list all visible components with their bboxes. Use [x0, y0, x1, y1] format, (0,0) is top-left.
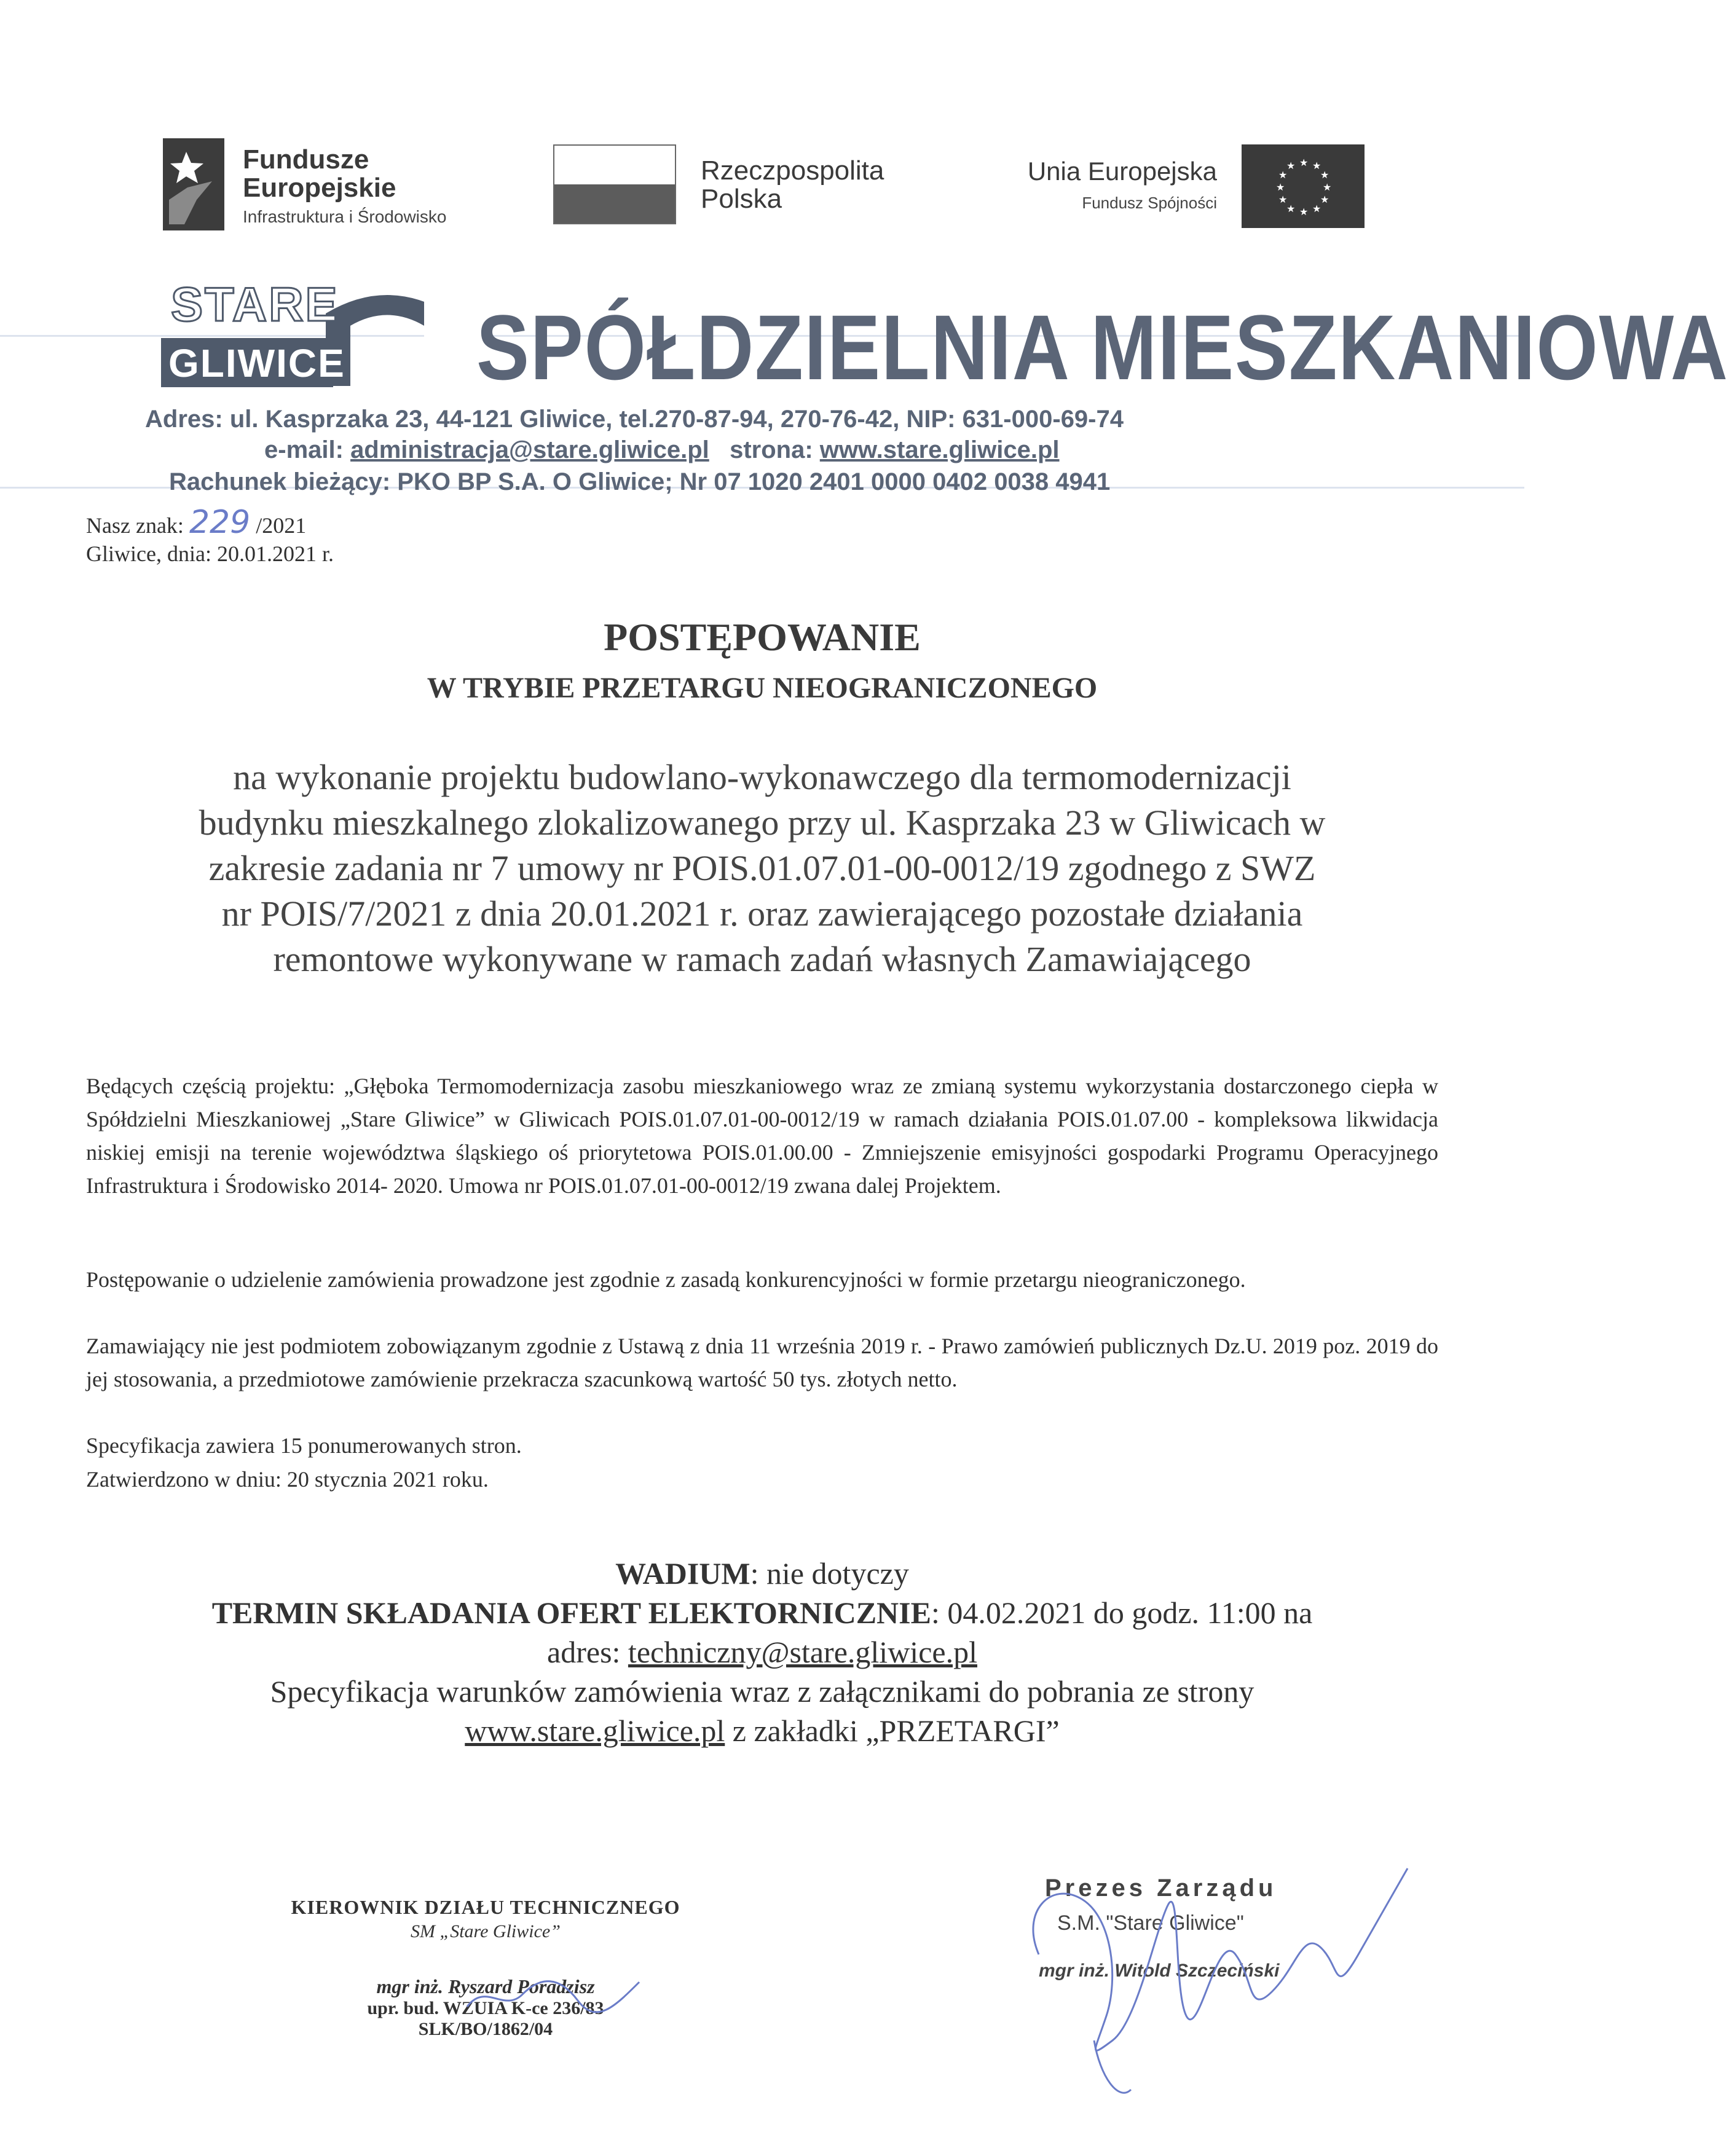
polish-flag-icon [553, 144, 676, 224]
subject-line: nr POIS/7/2021 z dnia 20.01.2021 r. oraz zawierającego pozostałe działania [221, 894, 1303, 934]
wadium-value: : nie dotyczy [750, 1556, 909, 1591]
bottom-info [0, 1554, 1524, 1750]
deadline-value: : 04.02.2021 do godz. 11:00 na [931, 1595, 1313, 1630]
fe-line2: Europejskie [243, 173, 396, 203]
signature-right-icon [1014, 1856, 1414, 2114]
date-line: Gliwice, dnia: 20.01.2021 r. [86, 541, 334, 566]
stamp-right-line3: mgr inż. Witold Szczeciński [1039, 1961, 1280, 1981]
spec-url-link[interactable]: www.stare.gliwice.pl [465, 1713, 725, 1748]
law-paragraph: Zamawiający nie jest podmiotem zobowiązanym zgodnie z Ustawą z dnia 11 września 2019 r. - Prawo zamówień publicznych Dz.U. 2019 poz. 2019 do jej stosowania, a przedmiotowe zamówienie przekracza szacunkową wartość 50 tys. złotych netto. [86, 1334, 1438, 1391]
heading-sub: W TRYBIE PRZETARGU NIEOGRANICZONEGO [427, 672, 1098, 704]
stamp-left-line1: KIEROWNIK DZIAŁU TECHNICZNEGO [291, 1896, 680, 1918]
email-link[interactable]: administracja@stare.gliwice.pl [350, 436, 709, 463]
procedure-paragraph: Postępowanie o udzielenie zamówienia prowadzone jest zgodnie z zasadą konkurencyjności w formie przetargu nieograniczonego. [86, 1267, 1246, 1292]
coop-logo-bottom: GLIWICE [168, 341, 345, 385]
wadium-line [0, 1554, 1524, 1593]
stamp-right-line2: S.M. "Stare Gliwice" [1057, 1911, 1244, 1935]
logo-rzeczpospolita-polska [553, 144, 922, 230]
subject [0, 755, 1524, 982]
coop-logo-top: STARE [171, 277, 339, 331]
svg-text:★: ★ [1278, 194, 1288, 205]
spec-line: Specyfikacja warunków zamówienia wraz z załącznikami do pobrania ze strony [270, 1674, 1254, 1709]
logo-fundusze-europejskie [163, 138, 495, 237]
svg-text:★: ★ [1323, 181, 1332, 193]
stamp-left-line2: SM „Stare Gliwice” [411, 1921, 561, 1942]
address-line [0, 1632, 1524, 1672]
stamp-left-line5: SLK/BO/1862/04 [418, 2019, 553, 2039]
coop-logo [160, 277, 492, 393]
ref-label: Nasz znak: [86, 513, 184, 538]
stamp-right [1014, 1856, 1414, 2114]
pages-line: Specyfikacja zawiera 15 ponumerowanych stron. [86, 1433, 522, 1458]
rp-line2: Polska [701, 184, 782, 214]
svg-text:★: ★ [1312, 160, 1321, 171]
stamp-right-line1: Prezes Zarządu [1045, 1875, 1277, 1902]
spec-tab: z zakładki „PRZETARGI” [725, 1713, 1060, 1748]
svg-text:★: ★ [1286, 160, 1296, 171]
svg-text:★: ★ [1312, 203, 1321, 214]
svg-text:★: ★ [1278, 169, 1288, 181]
eu-flag-icon [1242, 144, 1365, 228]
coop-contact [264, 436, 1060, 464]
stamp-left-line4: upr. bud. WZUIA K-ce 236/83 [367, 1998, 604, 2018]
coop-title: SPÓŁDZIELNIA MIESZKANIOWA [476, 296, 1729, 399]
svg-text:★: ★ [1286, 203, 1296, 214]
svg-text:★: ★ [1320, 194, 1329, 205]
heading-main: POSTĘPOWANIE [604, 615, 921, 659]
fe-emblem-icon [163, 138, 224, 230]
deadline-label: TERMIN SKŁADANIA OFERT ELEKTORNICZNIE [211, 1595, 931, 1630]
svg-text:★: ★ [1276, 181, 1285, 193]
ref-number-handwritten: 229 [189, 504, 251, 541]
wadium-label: WADIUM [615, 1556, 750, 1591]
email-label: e-mail: [264, 436, 344, 463]
reference [86, 504, 306, 541]
ue-name: Unia Europejska [1027, 157, 1217, 186]
www-label: strona: [730, 436, 813, 463]
coop-address: Adres: ul. Kasprzaka 23, 44-121 Gliwice, tel.270-87-94, 270-76-42, NIP: 631-000-69-74 [145, 406, 1124, 433]
subject-line: na wykonanie projektu budowlano-wykonawczego dla termomodernizacji [233, 757, 1291, 797]
stamp-left [258, 1896, 713, 2040]
www-link[interactable]: www.stare.gliwice.pl [819, 436, 1060, 463]
spec-url-line [0, 1711, 1524, 1750]
deadline-line [0, 1593, 1524, 1632]
approved-line: Zatwierdzono w dniu: 20 stycznia 2021 roku. [86, 1467, 489, 1492]
ref-suffix: /2021 [256, 513, 307, 538]
subject-line: remontowe wykonywane w ramach zadań własnych Zamawiającego [273, 939, 1251, 979]
svg-text:★: ★ [1299, 206, 1309, 218]
ue-sub: Fundusz Spójności [1082, 194, 1217, 212]
stamp-left-line3: mgr inż. Ryszard Poradzisz [376, 1975, 595, 1997]
signature-left-icon [461, 1970, 645, 2019]
logo-unia-europejska [983, 144, 1365, 230]
svg-text:★: ★ [1320, 169, 1329, 181]
address-label: adres: [547, 1635, 628, 1669]
rp-line1: Rzeczpospolita [701, 155, 884, 186]
svg-text:★: ★ [1299, 157, 1309, 168]
project-paragraph: Będących częścią projektu: „Głęboka Termomodernizacja zasobu mieszkaniowego wraz ze zmianą systemu wykorzystania dostarczonego ciepła w Spółdzielni Mieszkaniowej „Stare Gliwice” w Gliwicach POIS.01.07.01-00-0012/19 w ramach działania POIS.01.07.00 - kompleksowa likwidacja niskiej emisji na terenie województwa śląskiego oś priorytetowa POIS.01.00.00 - Zmniejszenie emisyjności gospodarki Programu Operacyjnego Infrastruktura i Środowisko 2014- 2020. Umowa nr POIS.01.07.01-00-0012/19 zwana dalej Projektem. [86, 1074, 1438, 1198]
subject-line: zakresie zadania nr 7 umowy nr POIS.01.07.01-00-0012/19 zgodnego z SWZ [208, 848, 1316, 888]
subject-line: budynku mieszkalnego zlokalizowanego przy ul. Kasprzaka 23 w Gliwicach w [199, 803, 1326, 843]
fe-sub: Infrastruktura i Środowisko [243, 207, 447, 226]
fe-line1: Fundusze [243, 144, 369, 175]
coop-account: Rachunek bieżący: PKO BP S.A. O Gliwice; Nr 07 1020 2401 0000 0402 0038 4941 [169, 468, 1111, 495]
address-email-link[interactable]: techniczny@stare.gliwice.pl [628, 1635, 977, 1669]
